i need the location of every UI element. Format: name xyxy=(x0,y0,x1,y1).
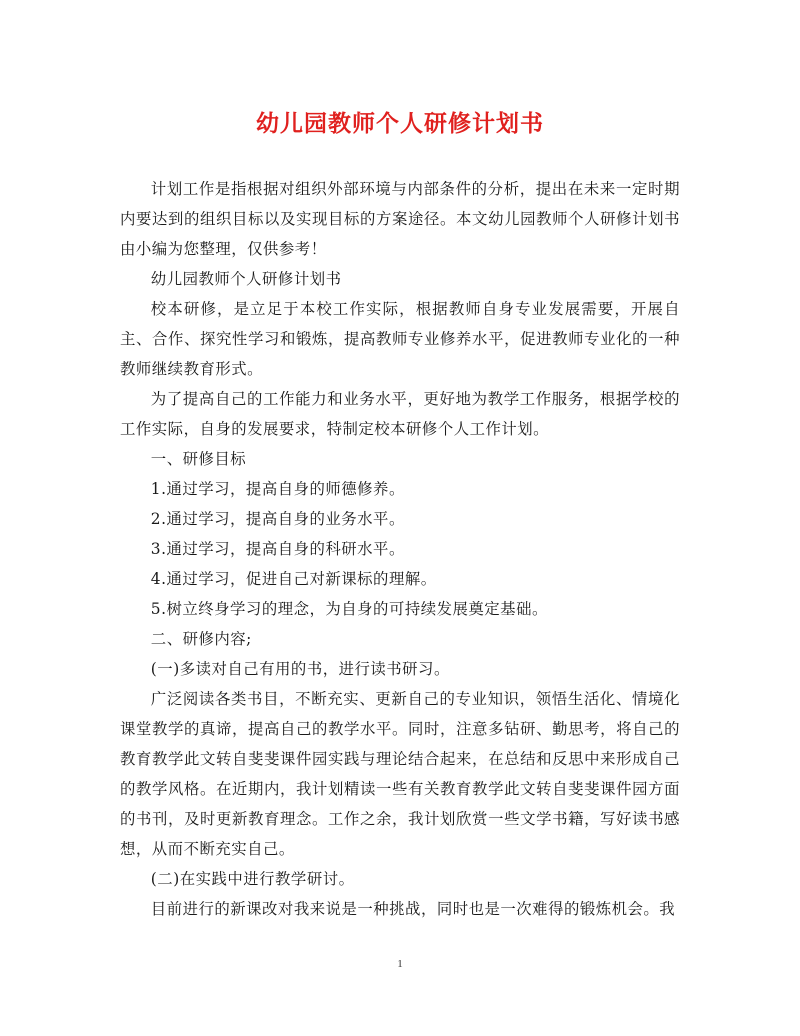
document-body xyxy=(120,174,680,924)
document-title: 幼儿园教师个人研修计划书 xyxy=(256,111,544,137)
subsection-heading: (一)多读对自己有用的书，进行读书研习。 xyxy=(150,660,450,678)
body-paragraph: 目前进行的新课改对我来说是一种挑战，同时也是一次难得的锻炼机会。我 xyxy=(150,900,676,918)
body-paragraph: 为了提高自己的工作能力和业务水平，更好地为教学工作服务，根据学校的工作实际，自身的发展要求，特制定校本研修个人工作计划。 xyxy=(120,390,680,438)
list-item: 1.通过学习，提高自身的师德修养。 xyxy=(150,480,405,498)
list-item: 4.通过学习，促进自己对新课标的理解。 xyxy=(150,570,437,588)
list-item: 3.通过学习，提高自身的科研水平。 xyxy=(150,540,405,558)
list-item: 5.树立终身学习的理念，为自身的可持续发展奠定基础。 xyxy=(150,600,548,618)
body-paragraph: 校本研修，是立足于本校工作实际，根据教师自身专业发展需要，开展自主、合作、探究性学习和锻炼，提高教师专业修养水平，促进教师专业化的一种教师继续教育形式。 xyxy=(120,300,680,378)
body-paragraph: 广泛阅读各类书目，不断充实、更新自己的专业知识，领悟生活化、情境化课堂教学的真谛，提高自己的教学水平。同时，注意多钻研、勤思考，将自己的教育教学此文转自斐斐课件园实践与理论结合起来，在总结和反思中来形成自己的教学风格。在近期内，我计划精读一些有关教育教学此文转自斐斐课件园方面的书刊，及时更新教育理念。工作之余，我计划欣赏一些文学书籍，写好读书感想，从而不断充实自己。 xyxy=(120,690,680,858)
list-item: 2.通过学习，提高自身的业务水平。 xyxy=(150,510,405,528)
intro-paragraph: 计划工作是指根据对组织外部环境与内部条件的分析，提出在未来一定时期内要达到的组织目标以及实现目标的方案途径。本文幼儿园教师个人研修计划书由小编为您整理，仅供参考！ xyxy=(120,180,680,258)
page-number: 1 xyxy=(397,958,403,970)
subsection-heading: (二)在实践中进行教学研讨。 xyxy=(150,870,355,888)
subtitle-paragraph: 幼儿园教师个人研修计划书 xyxy=(150,270,342,288)
section-heading: 二、研修内容; xyxy=(150,630,252,648)
section-heading: 一、研修目标 xyxy=(150,450,247,468)
